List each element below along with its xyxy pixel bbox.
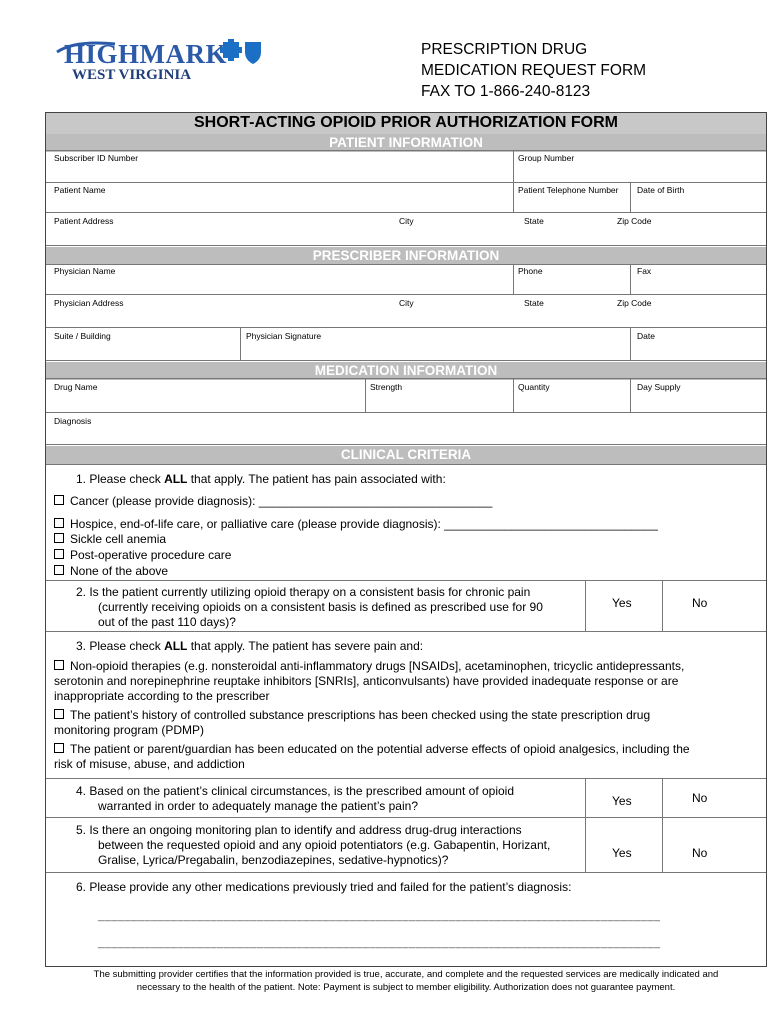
prescriber-state-label: State	[524, 298, 544, 308]
dob-label: Date of Birth	[637, 185, 685, 195]
q4-yes[interactable]: Yes	[612, 794, 632, 808]
q1-option-hospice[interactable]: Hospice, end-of-life care, or palliative care (please provide diagnosis): ________________________________	[54, 517, 658, 532]
suite-label: Suite / Building	[54, 331, 111, 341]
certification-footer: The submitting provider certifies that the information provided is true, accurate, and complete and the requested services are medically indicated and necessary to the health of the patient. Note: Payment is subject to member eligibility. Authorization does not guarantee payment.	[93, 969, 719, 993]
q6-answer-line-1[interactable]: _____________________________________________________________________________________	[98, 910, 661, 922]
physician-name-label: Physician Name	[54, 266, 116, 276]
q3-option-non-opioid[interactable]: Non-opioid therapies (e.g. nonsteroidal anti-inflammatory drugs [NSAIDs], acetaminophen, tricyclic antidepressants, serotonin and norepinephrine reuptake inhibitors [SNRIs], anticonvulsants) have provided inadequate response or are inappropriate according to the prescriber	[54, 659, 685, 703]
checkbox[interactable]	[54, 549, 64, 559]
patient-name-label: Patient Name	[54, 185, 106, 195]
diagnosis-label: Diagnosis	[54, 416, 92, 426]
patient-zip-label: Zip Code	[617, 216, 652, 226]
form-header	[421, 39, 646, 102]
day-supply-label: Day Supply	[637, 382, 681, 392]
patient-state-label: State	[524, 216, 544, 226]
prescriber-zip-label: Zip Code	[617, 298, 652, 308]
question-6: 6. Please provide any other medications previously tried and failed for the patient’s diagnosis:	[76, 880, 572, 894]
logo-region: WEST VIRGINIA	[72, 67, 192, 83]
patient-address-label: Patient Address	[54, 216, 114, 226]
section-clinical: CLINICAL CRITERIA	[46, 446, 766, 464]
physician-address-label: Physician Address	[54, 298, 124, 308]
patient-city-label: City	[399, 216, 414, 226]
header-line-1: PRESCRIPTION DRUG	[421, 41, 588, 58]
q1-option-none[interactable]: None of the above	[54, 564, 168, 579]
checkbox[interactable]	[54, 709, 64, 719]
q5-no[interactable]: No	[692, 846, 708, 860]
logo-name: HIGHMARK	[64, 39, 227, 69]
section-patient: PATIENT INFORMATION	[46, 134, 766, 152]
q2-no[interactable]: No	[692, 596, 708, 610]
question-5: 5. Is there an ongoing monitoring plan to identify and address drug-drug interactions between the requested opioid and any opioid potentiators (e.g. Gabapentin, Horizant, Gralise, Lyrica/Pregabalin, benzodiazepines, sedative-hypnotics)?	[76, 823, 551, 867]
prescriber-fax-label: Fax	[637, 266, 652, 276]
header-line-2: MEDICATION REQUEST FORM	[421, 62, 647, 79]
checkbox[interactable]	[54, 533, 64, 543]
prescriber-city-label: City	[399, 298, 414, 308]
drug-name-label: Drug Name	[54, 382, 98, 392]
q5-yes[interactable]: Yes	[612, 846, 632, 860]
q6-answer-line-2[interactable]: _____________________________________________________________________________________	[98, 937, 661, 949]
form-title: SHORT-ACTING OPIOID PRIOR AUTHORIZATION FORM	[194, 114, 618, 131]
q1-option-sickle-cell[interactable]: Sickle cell anemia	[54, 532, 166, 547]
question-2: 2. Is the patient currently utilizing opioid therapy on a consistent basis for chronic pain (currently receiving opioids on a consistent basis is defined as prescribed use for 90 out of the past 110 days)?	[76, 585, 543, 629]
q2-yes[interactable]: Yes	[612, 596, 632, 610]
q1-option-cancer[interactable]: Cancer (please provide diagnosis): ___________________________________	[54, 494, 492, 509]
prescriber-date-label: Date	[637, 331, 655, 341]
header-line-3: FAX TO 1-866-240-8123	[421, 83, 591, 100]
question-3: 3. Please check ALL that apply. The patient has severe pain and:	[76, 639, 424, 653]
q3-option-pdmp[interactable]: The patient’s history of controlled substance prescriptions has been checked using the state prescription drug monitoring program (PDMP)	[54, 708, 651, 737]
strength-label: Strength	[370, 382, 403, 392]
question-1: 1. Please check ALL that apply. The patient has pain associated with:	[76, 472, 446, 486]
checkbox[interactable]	[54, 495, 64, 505]
checkbox[interactable]	[54, 518, 64, 528]
subscriber-id-label: Subscriber ID Number	[54, 153, 139, 163]
section-medication: MEDICATION INFORMATION	[46, 362, 766, 380]
signature-label: Physician Signature	[246, 331, 322, 341]
checkbox[interactable]	[54, 660, 64, 670]
q1-option-post-op[interactable]: Post-operative procedure care	[54, 548, 231, 563]
group-number-label: Group Number	[518, 153, 575, 163]
patient-phone-label: Patient Telephone Number	[518, 185, 619, 195]
prescriber-phone-label: Phone	[518, 266, 543, 276]
checkbox[interactable]	[54, 565, 64, 575]
question-4: 4. Based on the patient’s clinical circumstances, is the prescribed amount of opioid warranted in order to adequately manage the patient’s pain?	[76, 784, 515, 813]
section-prescriber: PRESCRIBER INFORMATION	[46, 247, 766, 265]
q4-no[interactable]: No	[692, 791, 708, 805]
quantity-label: Quantity	[518, 382, 550, 392]
checkbox[interactable]	[54, 743, 64, 753]
q3-option-educated[interactable]: The patient or parent/guardian has been educated on the potential adverse effects of opioid analgesics, including the risk of misuse, abuse, and addiction	[54, 742, 690, 771]
